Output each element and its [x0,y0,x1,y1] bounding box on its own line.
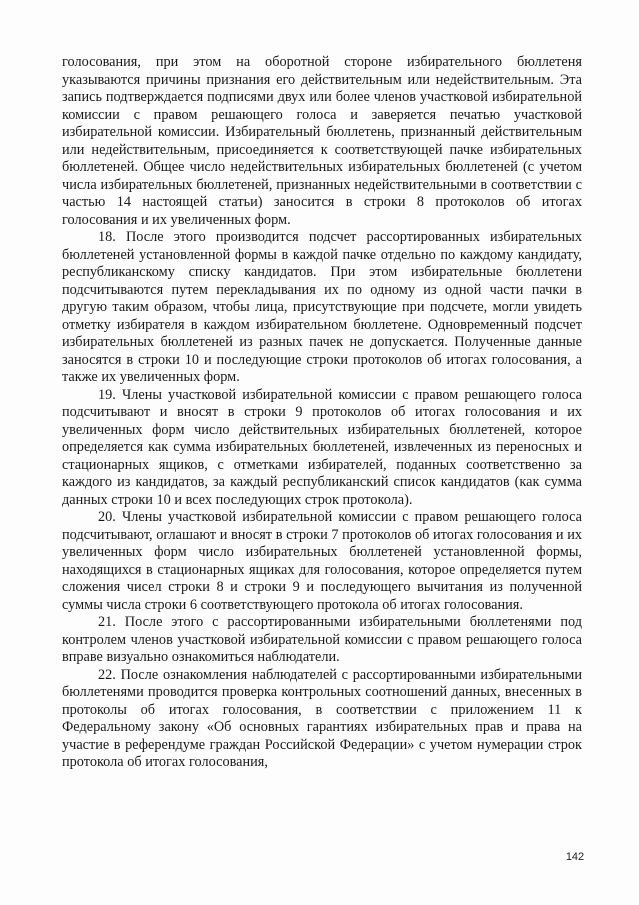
document-body [62,54,582,772]
page-number: 142 [565,851,585,863]
paragraph-22: 22. После ознакомления наблюдателей с рассортированными избирательными бюллетенями проводится проверка контрольных соотношений данных, внесенных в протоколы об итогах голосования, в соответствии с приложением 11 к Федеральному закону «Об основных гарантиях избирательных прав и права на участие в референдуме граждан Российской Федерации» с учетом нумерации строк протокола об итогах голосования, [62,666,582,770]
paragraph-continuation: голосования, при этом на оборотной стороне избирательного бюллетеня указываются причины признания его действительным или недействительным. Эта запись подтверждается подписями двух или более членов участковой избирательной комиссии с правом решающего голоса и заверяется печатью участковой избирательной комиссии. Избирательный бюллетень, признанный действительным или недействительным, присоединяется к соответствующей пачке избирательных бюллетеней. Общее число недействительных избирательных бюллетеней (с учетом числа избирательных бюллетеней, признанных недействительными в соответствии с частью 14 настоящей статьи) заносится в строки 8 протоколов об итогах голосования и их увеличенных форм. [62,54,582,228]
paragraph-18: 18. После этого производится подсчет рассортированных избирательных бюллетеней установленной формы в каждой пачке отдельно по каждому кандидату, республиканскому списку кандидатов. При этом избирательные бюллетени подсчитываются путем перекладывания их по одному из одной части пачки в другую таким образом, чтобы лица, присутствующие при подсчете, могли увидеть отметку избирателя в каждом избирательном бюллетене. Одновременный подсчет избирательных бюллетеней из разных пачек не допускается. Полученные данные заносятся в строки 10 и последующие строки протоколов об итогах голосования, а также их увеличенных форм. [62,229,582,385]
paragraph-19: 19. Члены участковой избирательной комиссии с правом решающего голоса подсчитывают и вносят в строки 9 протоколов об итогах голосования и их увеличенных форм число действительных избирательных бюллетеней, которое определяется как сумма избирательных бюллетеней, извлеченных из переносных и стационарных ящиков, с отметками избирателей, поданных соответственно за каждого из кандидатов, за каждый республиканский список кандидатов (как сумма данных строки 10 и всех последующих строк протокола). [62,386,582,508]
paragraph-21: 21. После этого с рассортированными избирательными бюллетенями под контролем членов участковой избирательной комиссии с правом решающего голоса вправе визуально ознакомиться наблюдатели. [62,614,582,665]
paragraph-20: 20. Члены участковой избирательной комиссии с правом решающего голоса подсчитывают, оглашают и вносят в строки 7 протоколов об итогах голосования и их увеличенных форм число избирательных бюллетеней установленной формы, находящихся в стационарных ящиках для голосования, которое определяется путем сложения чисел строки 8 и строки 9 и последующего вычитания из полученной суммы числа строки 6 соответствующего протокола об итогах голосования. [62,509,582,613]
